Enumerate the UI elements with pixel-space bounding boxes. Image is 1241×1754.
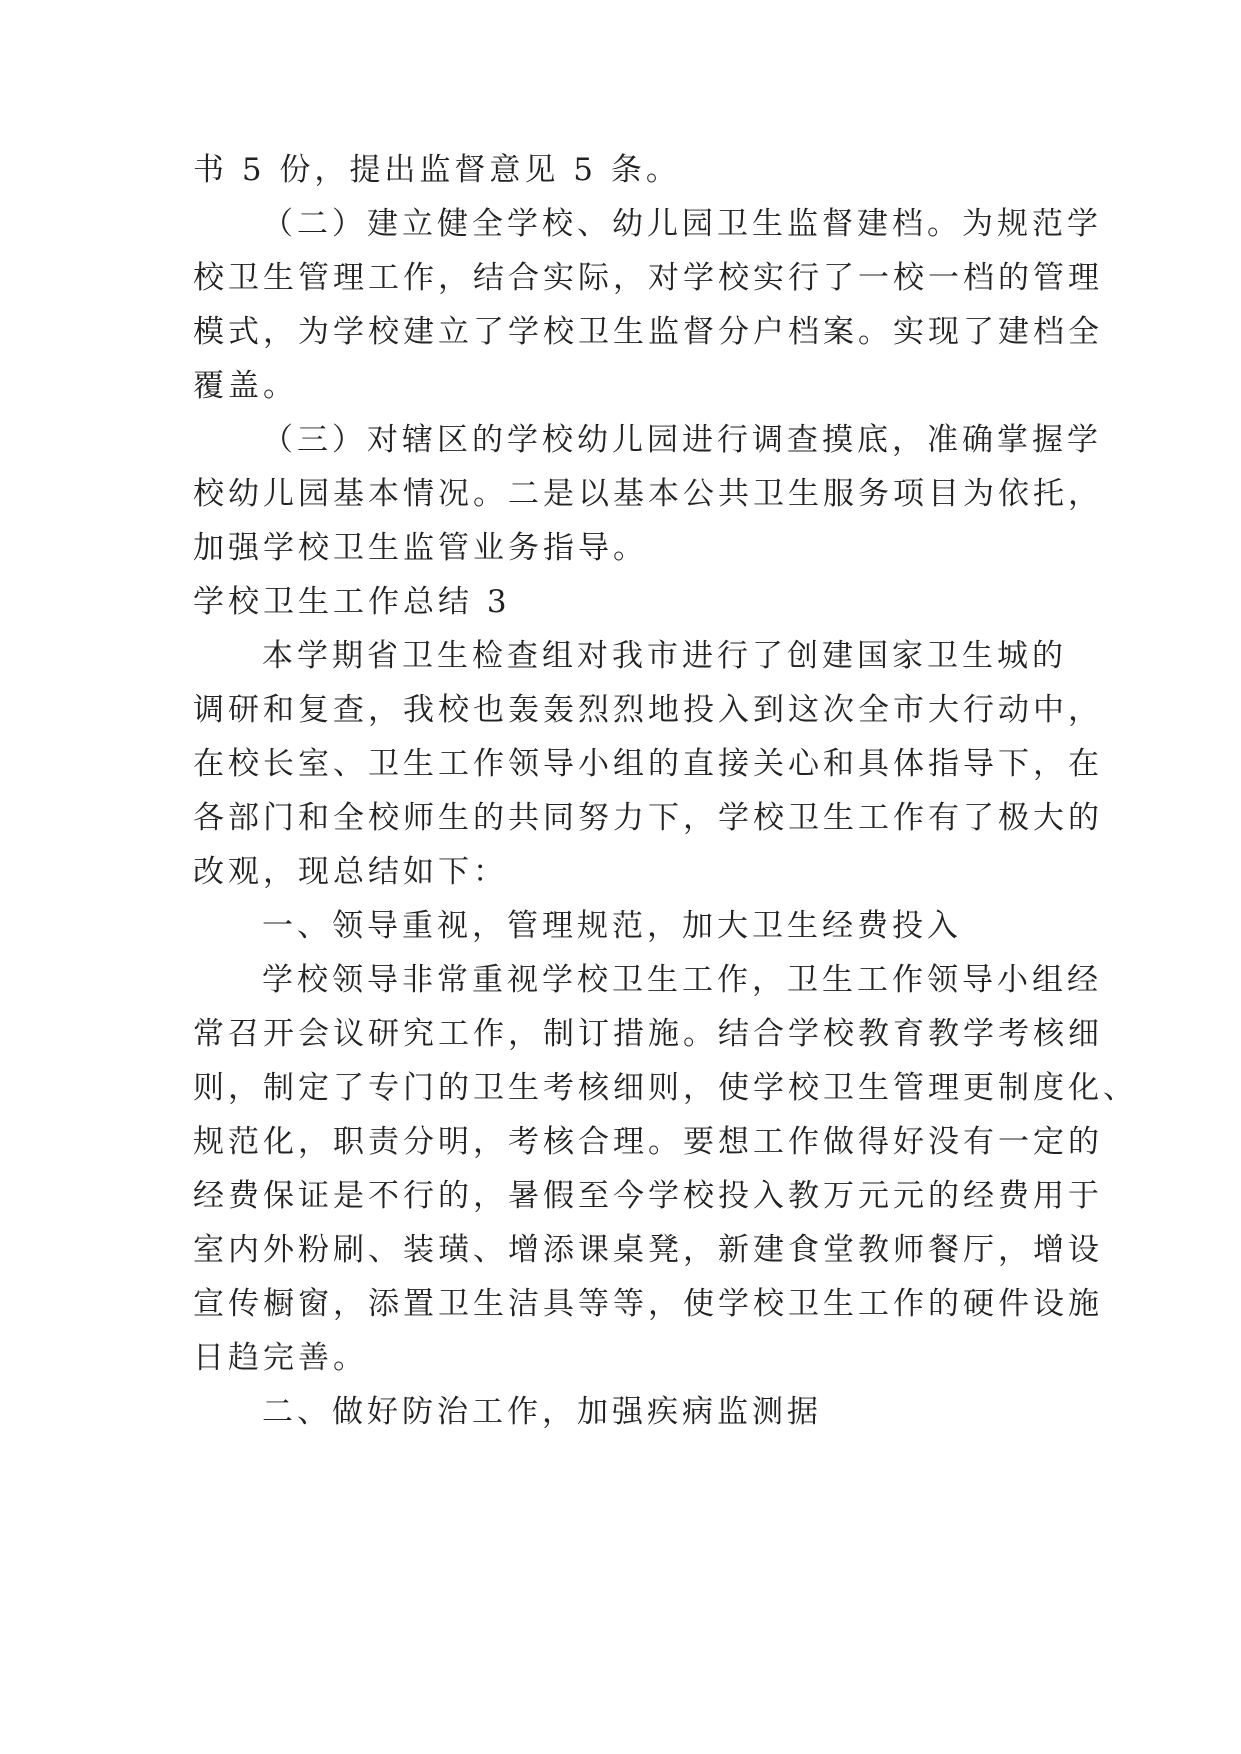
- paragraph-start-line: （三）对辖区的学校幼儿园进行调查摸底，准确掌握学: [262, 422, 1102, 458]
- text-line: 校卫生管理工作，结合实际，对学校实行了一校一档的管理: [193, 260, 1103, 296]
- paragraph-start-line: 本学期省卫生检查组对我市进行了创建国家卫生城的: [262, 638, 1067, 674]
- paragraph-start-line: 学校领导非常重视学校卫生工作，卫生工作领导小组经: [262, 962, 1102, 998]
- text-line: 调研和复查，我校也轰轰烈烈地投入到这次全市大行动中，: [193, 692, 1103, 728]
- paragraph-start-line: （二）建立健全学校、幼儿园卫生监督建档。为规范学: [262, 206, 1102, 242]
- text-line: 加强学校卫生监管业务指导。: [193, 530, 648, 566]
- text-line: 校幼儿园基本情况。二是以基本公共卫生服务项目为依托，: [193, 476, 1103, 512]
- text-line: 覆盖。: [193, 368, 298, 404]
- subsection-heading: 二、做好防治工作，加强疾病监测据: [262, 1394, 822, 1430]
- text-line: 各部门和全校师生的共同努力下，学校卫生工作有了极大的: [193, 800, 1103, 836]
- text-line: 室内外粉刷、装璜、增添课桌凳，新建食堂教师餐厅，增设: [193, 1232, 1103, 1268]
- text-line: 日趋完善。: [193, 1340, 368, 1376]
- text-line: 经费保证是不行的，暑假至今学校投入教万元元的经费用于: [193, 1178, 1103, 1214]
- text-line: 改观，现总结如下：: [193, 854, 508, 890]
- text-line: 在校长室、卫生工作领导小组的直接关心和具体指导下，在: [193, 746, 1103, 782]
- text-line: 宣传橱窗，添置卫生洁具等等，使学校卫生工作的硬件设施: [193, 1286, 1103, 1322]
- text-line: 常召开会议研究工作，制订措施。结合学校教育教学考核细: [193, 1016, 1103, 1052]
- text-line: 书 5 份，提出监督意见 5 条。: [193, 152, 681, 188]
- text-line: 则，制定了专门的卫生考核细则，使学校卫生管理更制度化、: [193, 1070, 1138, 1106]
- text-line: 模式，为学校建立了学校卫生监督分户档案。实现了建档全: [193, 314, 1103, 350]
- text-line: 规范化，职责分明，考核合理。要想工作做得好没有一定的: [193, 1124, 1103, 1160]
- section-heading: 学校卫生工作总结 3: [193, 584, 511, 620]
- subsection-heading: 一、领导重视，管理规范，加大卫生经费投入: [262, 908, 962, 944]
